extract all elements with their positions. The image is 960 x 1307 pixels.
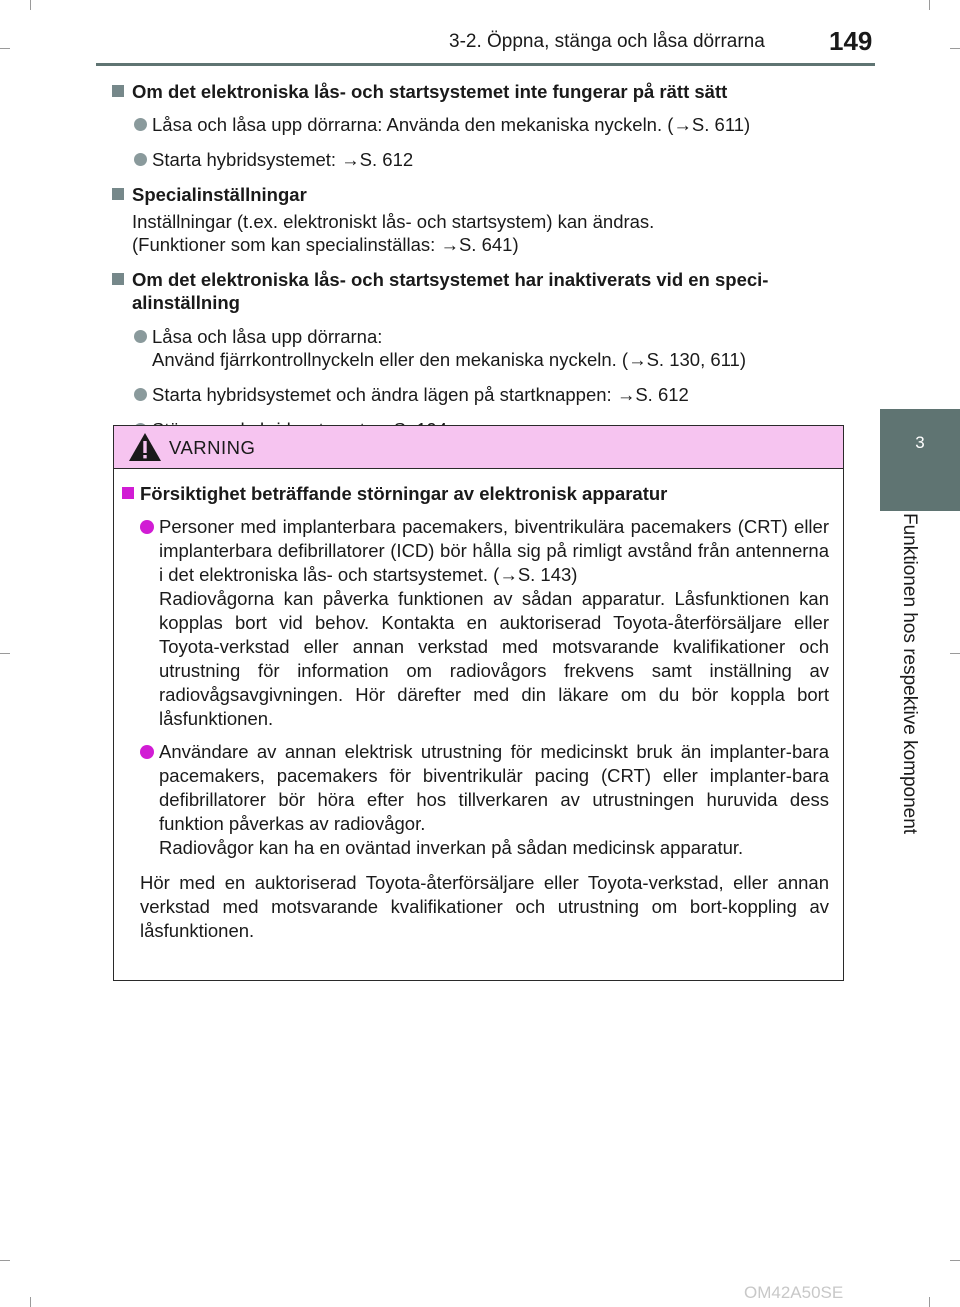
square-bullet-icon [112,85,124,97]
crop-mark [950,48,960,49]
section-block [112,268,847,441]
warning-bullet: Personer med implanterbara pacemakers, biventrikulära pacemakers (CRT) eller implanterbara defibrillatorer (ICD) bör hålla sig på rimligt avstånd från antennerna i det elektroniska lås- och startsystemet. (→S. 143) Radiovågorna kan påverka funktionen av sådan apparatur. Låsfunktionen kan kopplas bort vid behov. Kontakta en auktoriserad Toyota-återförsäljare eller Toyota-verkstad eller annan verkstad med motsvarande kvalifikationer och utrustning för information om radiovågors frekvens samt inställning av radiovågsavgivningen. Hör därefter med din läkare om du bör koppla bort låsfunktionen. [114,515,843,731]
chapter-label: Funktionen hos respektive komponent [899,513,920,835]
section-block [112,183,847,256]
bullet-item: Starta hybridsystemet: →S. 612 [112,148,847,171]
circle-bullet-icon [134,330,147,343]
warning-header [114,426,843,469]
main-content [112,80,847,451]
bullet-item: Starta hybridsystemet och ändra lägen på startknappen: →S. 612 [112,383,847,406]
square-bullet-icon [112,273,124,285]
header-rule [96,63,875,66]
circle-bullet-icon [140,520,154,534]
section-title: 3-2. Öppna, stänga och låsa dörrarna [449,31,765,52]
section-text: Inställningar (t.ex. elektroniskt lås- och startsystem) kan ändras. (Funktioner som kan specialinställas: →S. 641) [132,211,655,255]
circle-bullet-icon [134,388,147,401]
section-heading: Om det elektroniska lås- och startsystemet inte fungerar på rätt sätt [112,80,847,103]
square-bullet-icon [112,188,124,200]
crop-mark [0,48,10,49]
chapter-number: 3 [915,433,925,452]
crop-mark [929,1297,930,1307]
bullet-item: Låsa och låsa upp dörrarna: Använda den mekaniska nyckeln. (→S. 611) [112,113,847,136]
crop-mark [0,653,10,654]
circle-bullet-icon [140,745,154,759]
chapter-tab [880,409,960,511]
crop-mark [30,1297,31,1307]
crop-mark [30,0,31,10]
warning-body [114,482,843,943]
circle-bullet-icon [134,153,147,166]
warning-triangle-icon [128,432,162,462]
warning-box [113,425,844,981]
crop-mark [0,1260,10,1261]
warning-bullet: Användare av annan elektrisk utrustning för medicinskt bruk än implanter-bara pacemakers, pacemakers för biventrikulär pacing (CRT) eller implanter-bara defibrillatorer bör höra efter hos tillverkaren av utrustningen huruvida dess funktion påverkas av radiovågor. Radiovågor kan ha en oväntad inverkan på sådan medicinsk apparatur. [114,740,843,860]
warning-heading: Försiktighet beträffande störningar av elektronisk apparatur [114,482,843,506]
warning-title: VARNING [169,437,256,458]
section-heading: Specialinställningar [112,183,847,206]
section-heading: Om det elektroniska lås- och startsystemet har inaktiverats vid en speci-alinställning [112,268,847,314]
square-bullet-icon [122,487,134,499]
page-number: 149 [829,26,873,56]
circle-bullet-icon [134,118,147,131]
crop-mark [950,653,960,654]
section-block [112,80,847,171]
crop-mark [929,0,930,10]
warning-closing: Hör med en auktoriserad Toyota-återförsäljare eller Toyota-verkstad, eller annan verkstad med motsvarande kvalifikationer och utrustning om bort-koppling av låsfunktionen. [140,872,829,941]
footer-code: OM42A50SE [744,1283,844,1302]
bullet-item: Låsa och låsa upp dörrarna: Använd fjärrkontrollnyckeln eller den mekaniska nyckeln. (→S. 130, 611) [112,325,847,371]
crop-mark [950,1260,960,1261]
